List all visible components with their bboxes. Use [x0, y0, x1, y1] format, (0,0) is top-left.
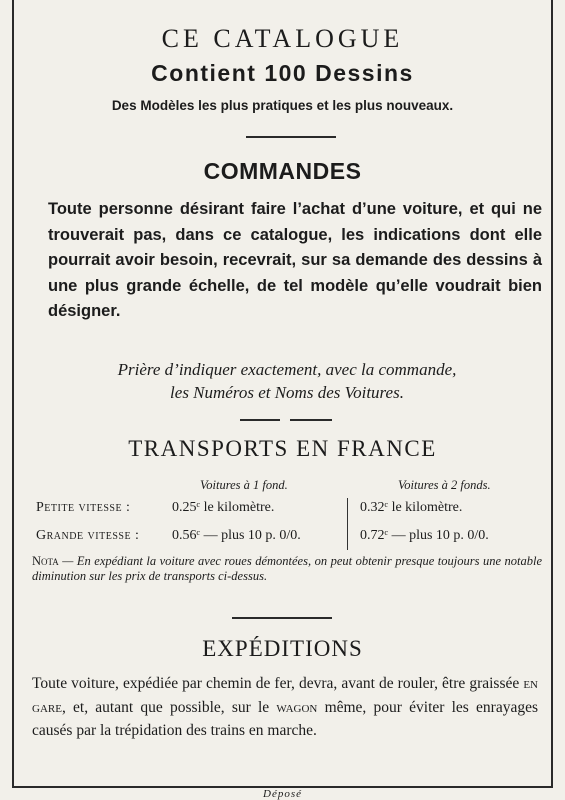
nota-text: — En expédiant la voiture avec roues démontées, on peut obtenir presque toujours une notable diminution sur les prix de transports ci-dessus. [32, 554, 542, 583]
catalogue-tagline: Des Modèles les plus pratiques et les plus nouveaux. [111, 98, 454, 113]
row-col1: 0.56ᶜ — plus 10 p. 0/0. [172, 528, 301, 543]
col2-header: Voitures à 2 fonds. [398, 478, 491, 492]
row-label: Petite vitesse : [36, 500, 131, 515]
commandes-title: COMMANDES [203, 158, 362, 184]
transports-title: TRANSPORTS EN FRANCE [128, 436, 437, 461]
table-row [36, 528, 489, 544]
divider [246, 136, 336, 138]
row-label: Grande vitesse : [36, 528, 140, 543]
expeditions-title: EXPÉDITIONS [202, 636, 363, 661]
row-col2: 0.32ᶜ le kilomètre. [360, 500, 463, 515]
footer-mark: Déposé [263, 788, 302, 800]
catalogue-title: CE CATALOGUE [161, 24, 404, 53]
column-separator [347, 498, 348, 550]
divider [232, 617, 332, 619]
nota-label: Nota [32, 554, 59, 568]
expeditions-text-part1: Toute voiture, expédiée par chemin de fer, devra, avant de rouler, être graissée [32, 675, 524, 692]
expeditions-text-part2: , et, autant que possible, sur le [61, 698, 277, 716]
commandes-note-line1: Prière d’indiquer exactement, avec la commande, [117, 360, 457, 379]
commandes-note [52, 358, 522, 404]
wagon: wagon [276, 698, 318, 716]
row-col2: 0.72ᶜ — plus 10 p. 0/0. [360, 528, 489, 543]
col1-header: Voitures à 1 fond. [200, 478, 288, 492]
divider-right [290, 419, 332, 421]
expeditions-text [32, 672, 538, 743]
expeditions-text-part3: même, pour éviter les enrayages causés par la trépidation des trains en marche. [32, 698, 539, 739]
en-gare: en gare [32, 675, 538, 716]
nota [32, 554, 542, 583]
catalogue-subtitle: Contient 100 Dessins [151, 60, 414, 86]
divider-left [240, 419, 280, 421]
row-col1: 0.25ᶜ le kilomètre. [172, 500, 275, 515]
table-row [36, 500, 463, 516]
commandes-note-line2: les Numéros et Noms des Voitures. [170, 383, 404, 402]
commandes-text: Toute personne désirant faire l’achat d’une voiture, et qui ne trouverait pas, dans ce catalogue, les indications dont elle pourrait avoir besoin, recevrait, sur sa demande des dessins à une plus grande échelle, de tel modèle qu’elle voudrait bien désigner. [48, 200, 542, 320]
